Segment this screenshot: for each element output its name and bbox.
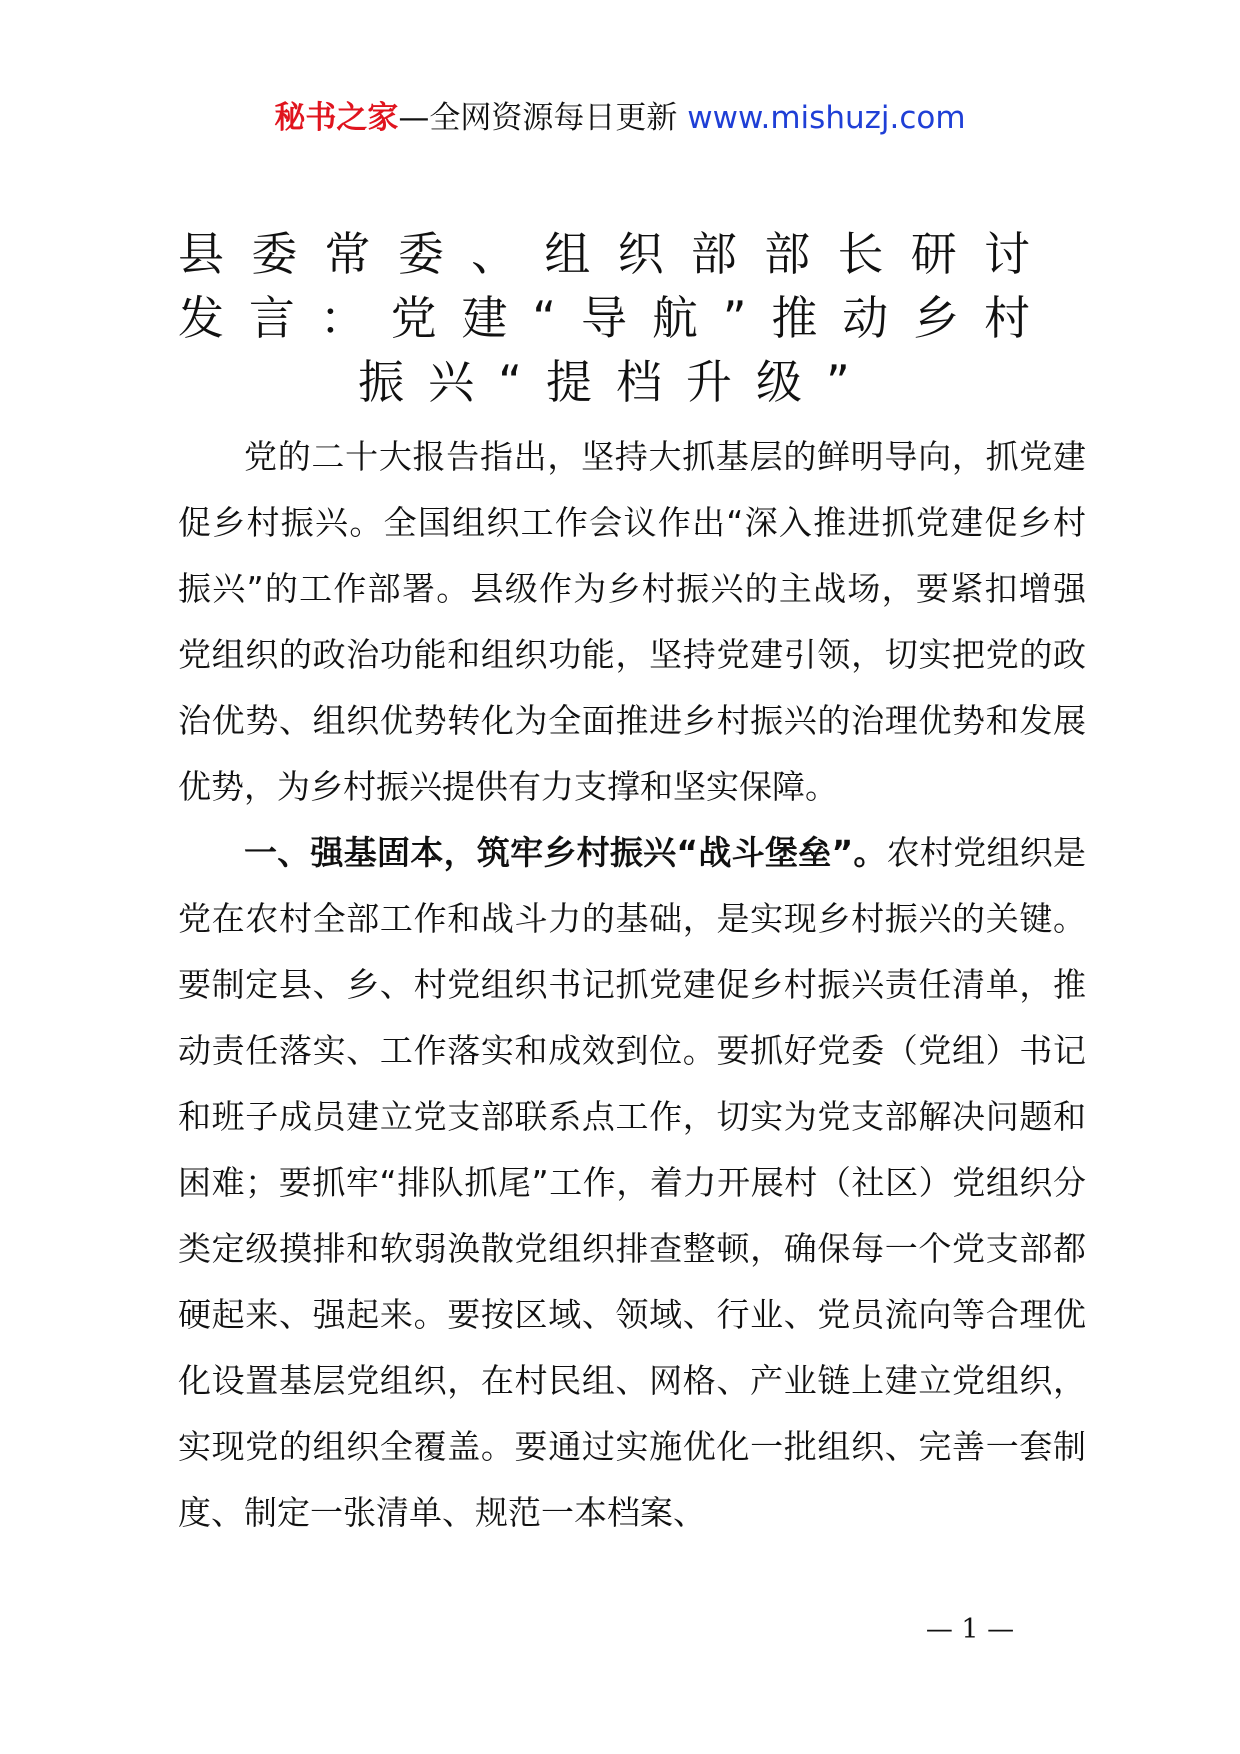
body-paragraph — [178, 820, 1086, 1546]
site-slogan: —全网资源每日更新 — [398, 100, 688, 136]
document-title: 县委常委、组织部部长研讨发言：党建“导航”推动乡村振兴“提档升级” — [178, 227, 1054, 409]
paragraph-text: 党的二十大报告指出，坚持大抓基层的鲜明导向，抓党建促乡村振兴。全国组织工作会议作出“深入推进抓党建促乡村振兴”的工作部署。县级作为乡村振兴的主战场，要紧扣增强党组织的政治功能和组织功能，坚持党建引领，切实把党的政治优势、组织优势转化为全面推进乡村振兴的治理优势和发展优势，为乡村振兴提供有力支撑和坚实保障。 — [178, 437, 1086, 806]
site-url[interactable]: www.mishuzj.com — [687, 100, 966, 136]
site-banner — [0, 98, 1240, 138]
page-number: — 1 — — [925, 1614, 1015, 1645]
section-heading: 一、强基固本，筑牢乡村振兴“战斗堡垒”。 — [244, 833, 887, 872]
body-paragraph — [178, 424, 1086, 820]
document-body — [178, 424, 1086, 1546]
paragraph-text: 农村党组织是党在农村全部工作和战斗力的基础，是实现乡村振兴的关键。要制定县、乡、村党组织书记抓党建促乡村振兴责任清单，推动责任落实、工作落实和成效到位。要抓好党委（党组）书记和班子成员建立党支部联系点工作，切实为党支部解决问题和困难；要抓牢“排队抓尾”工作，着力开展村（社区）党组织分类定级摸排和软弱涣散党组织排查整顿，确保每一个党支部都硬起来、强起来。要按区域、领域、行业、党员流向等合理优化设置基层党组织，在村民组、网格、产业链上建立党组织，实现党的组织全覆盖。要通过实施优化一批组织、完善一套制度、制定一张清单、规范一本档案、 — [178, 833, 1086, 1532]
site-brand-name: 秘书之家 — [274, 100, 399, 136]
